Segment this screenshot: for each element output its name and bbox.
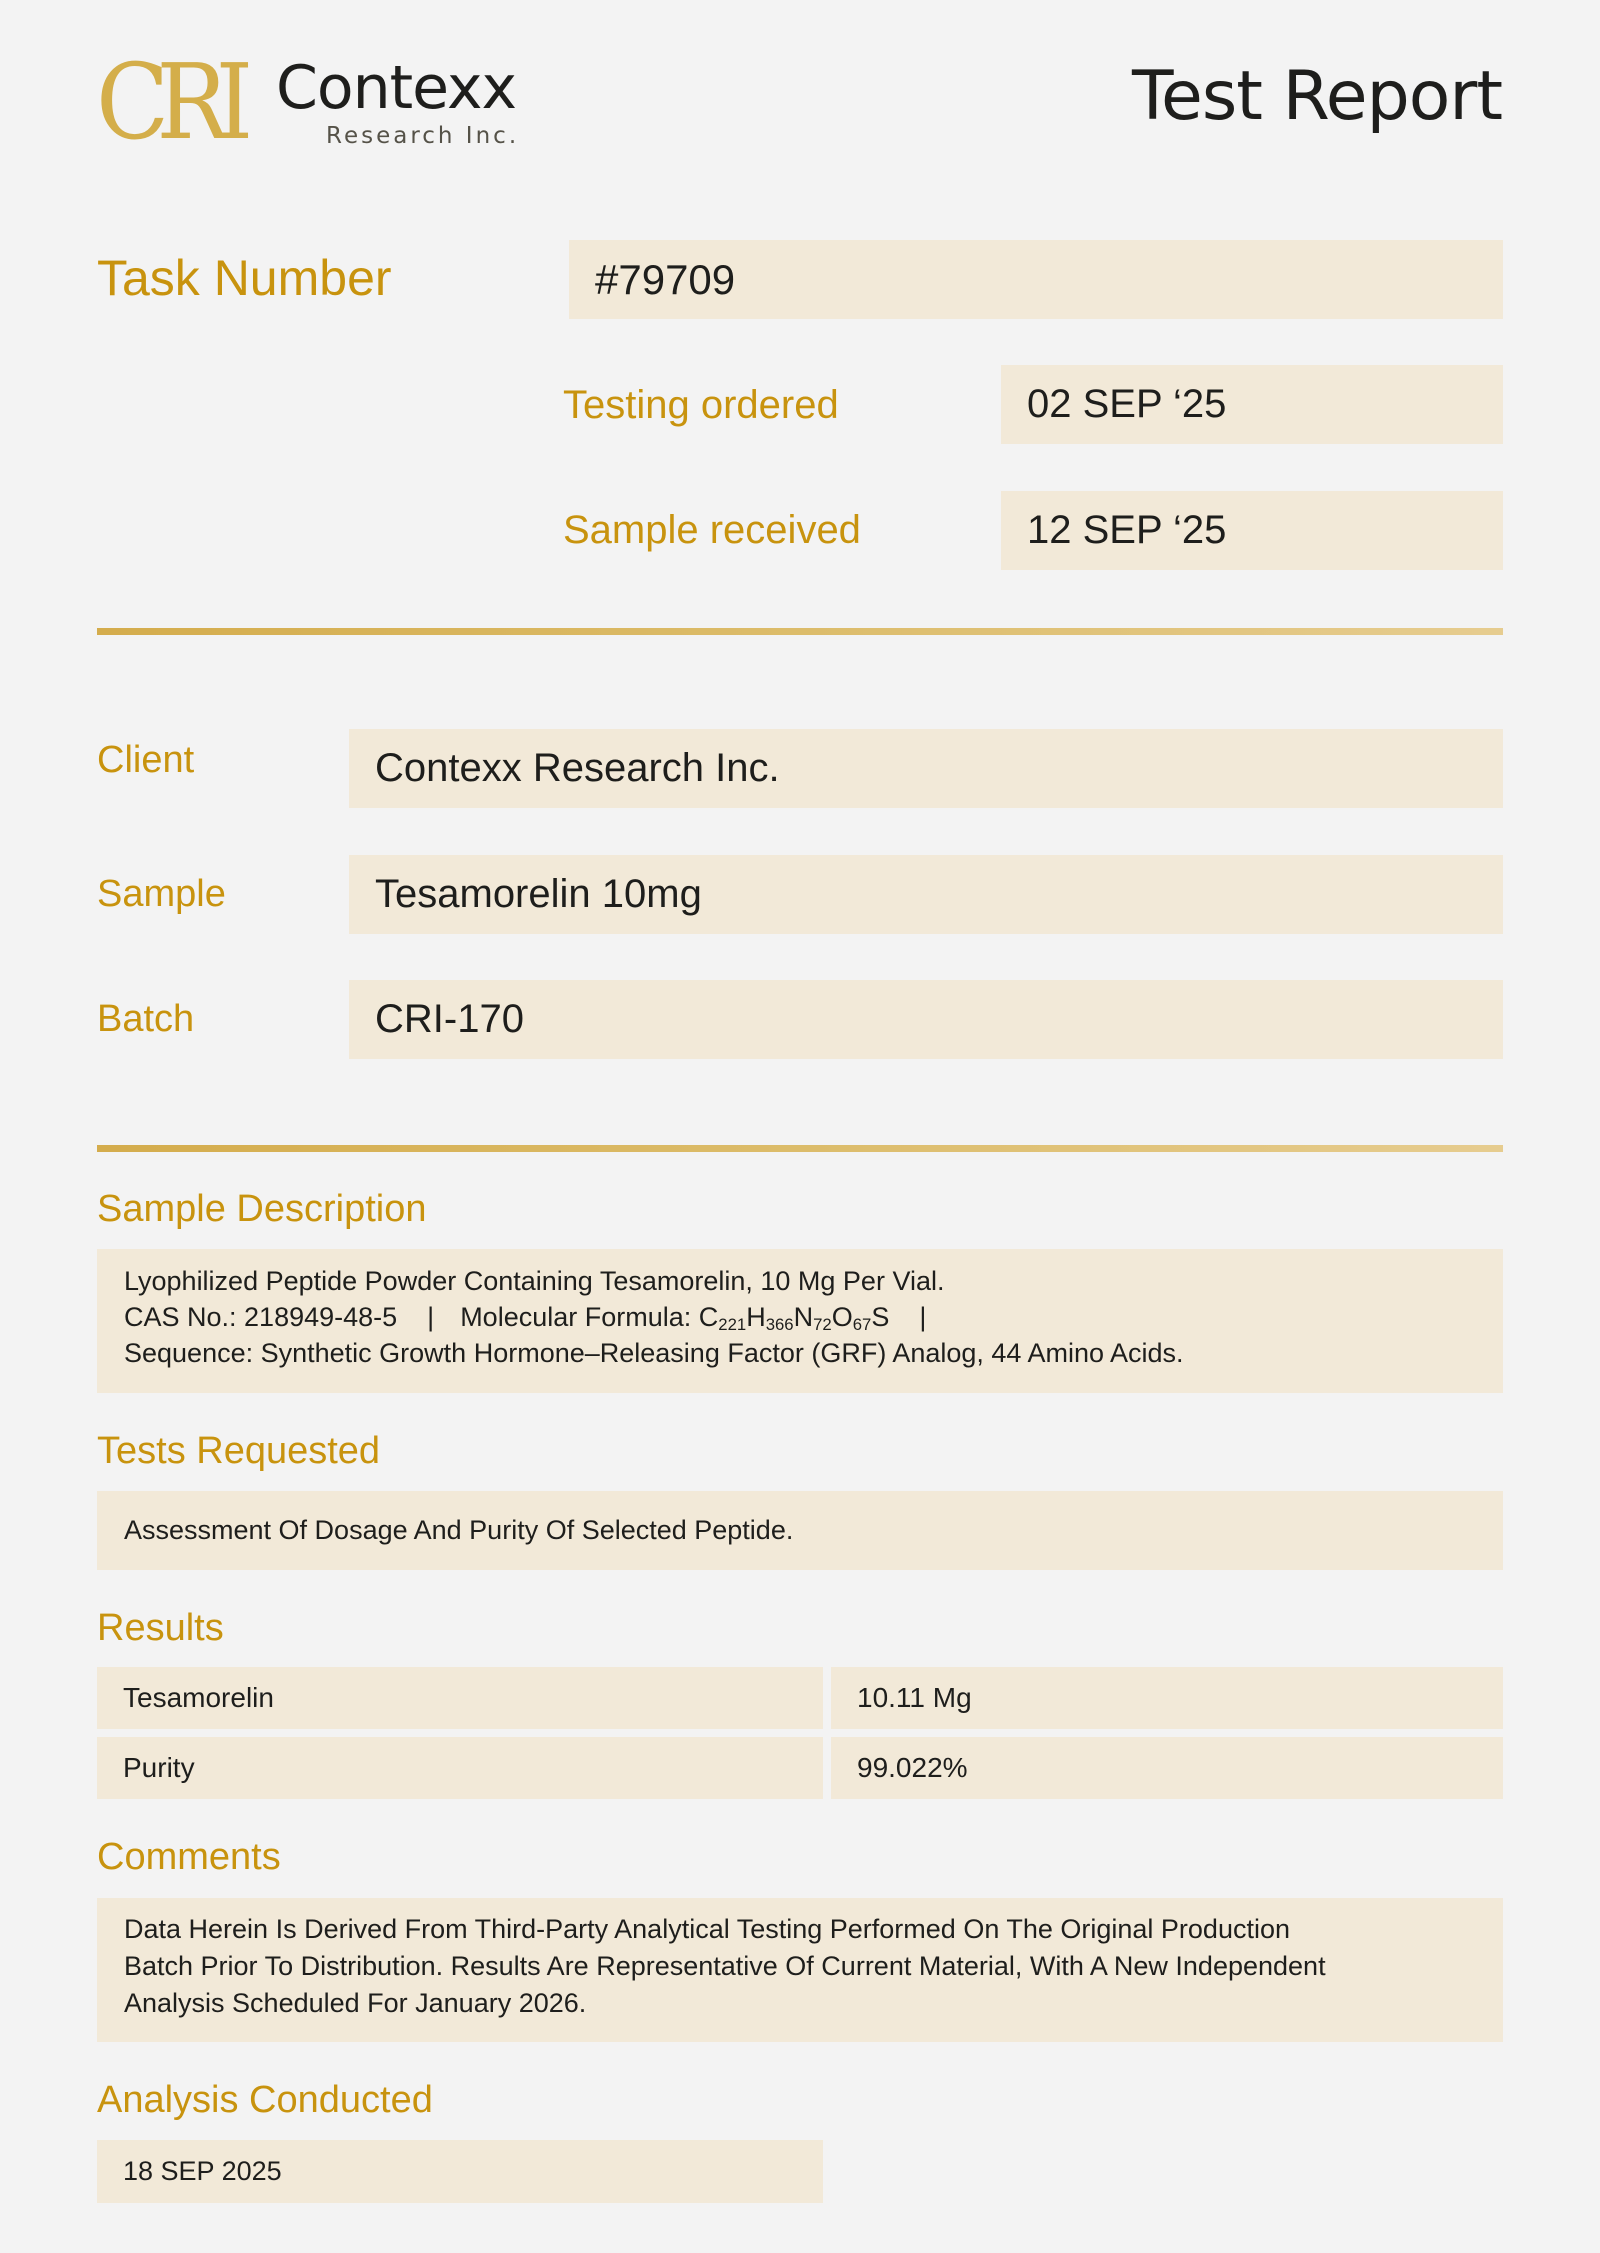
tests-requested-heading: Tests Requested [97, 1430, 381, 1472]
sample-value: Tesamorelin 10mg [349, 855, 1503, 934]
company-subtitle: Research Inc. [326, 123, 520, 149]
task-number-value: #79709 [569, 240, 1503, 319]
task-number-label: Task Number [97, 250, 392, 306]
result-name-cell: Purity [97, 1737, 823, 1799]
molecular-formula: $C_{221}H_{366}N_{72}O_{67}S$ [698, 1302, 890, 1335]
batch-value: CRI-170 [349, 980, 1503, 1059]
result-value-cell: 99.022% [831, 1737, 1503, 1799]
sequence-line: Sequence: Synthetic Growth Hormone–Releasing Factor (GRF) Analog, 44 Amino Acids. [124, 1338, 1184, 1368]
comment-line: Analysis Scheduled For January 2026. [124, 1988, 587, 2018]
results-heading: Results [97, 1607, 224, 1649]
comments-heading: Comments [97, 1836, 281, 1878]
sample-description-heading: Sample Description [97, 1188, 427, 1230]
cri-logo-icon: CRI [96, 41, 241, 163]
analysis-date: 18 SEP 2025 [97, 2140, 823, 2203]
description-line: Lyophilized Peptide Powder Containing Tesamorelin, 10 Mg Per Vial. [124, 1266, 945, 1296]
section-divider [97, 628, 1503, 635]
client-label: Client [97, 739, 195, 781]
client-value: Contexx Research Inc. [349, 729, 1503, 808]
sample-description-box [97, 1249, 1503, 1393]
company-name: Contexx [276, 53, 517, 123]
separator: | [919, 1302, 927, 1332]
analysis-heading: Analysis Conducted [97, 2079, 433, 2121]
sample-label: Sample [97, 873, 226, 915]
sample-received-label: Sample received [563, 508, 861, 552]
page-title: Test Report [1132, 57, 1502, 136]
comment-line: Data Herein Is Derived From Third-Party Analytical Testing Performed On The Original Production [124, 1914, 1290, 1944]
section-divider [97, 1145, 1503, 1152]
formula-label: Molecular Formula: [460, 1302, 699, 1332]
comment-line: Batch Prior To Distribution. Results Are Representative Of Current Material, With A New Independent [124, 1951, 1326, 1981]
result-value-cell: 10.11 Mg [831, 1667, 1503, 1729]
result-name-cell: Tesamorelin [97, 1667, 823, 1729]
batch-label: Batch [97, 998, 195, 1040]
cas-formula-line [124, 1299, 1503, 1335]
sample-received-value: 12 SEP ‘25 [1001, 491, 1503, 570]
testing-ordered-value: 02 SEP ‘25 [1001, 365, 1503, 444]
testing-ordered-label: Testing ordered [563, 383, 839, 427]
comments-box [97, 1898, 1503, 2042]
tests-requested-text: Assessment Of Dosage And Purity Of Selected Peptide. [97, 1491, 1503, 1570]
cas-number: CAS No.: 218949-48-5 [124, 1302, 398, 1332]
separator: | [427, 1302, 435, 1332]
